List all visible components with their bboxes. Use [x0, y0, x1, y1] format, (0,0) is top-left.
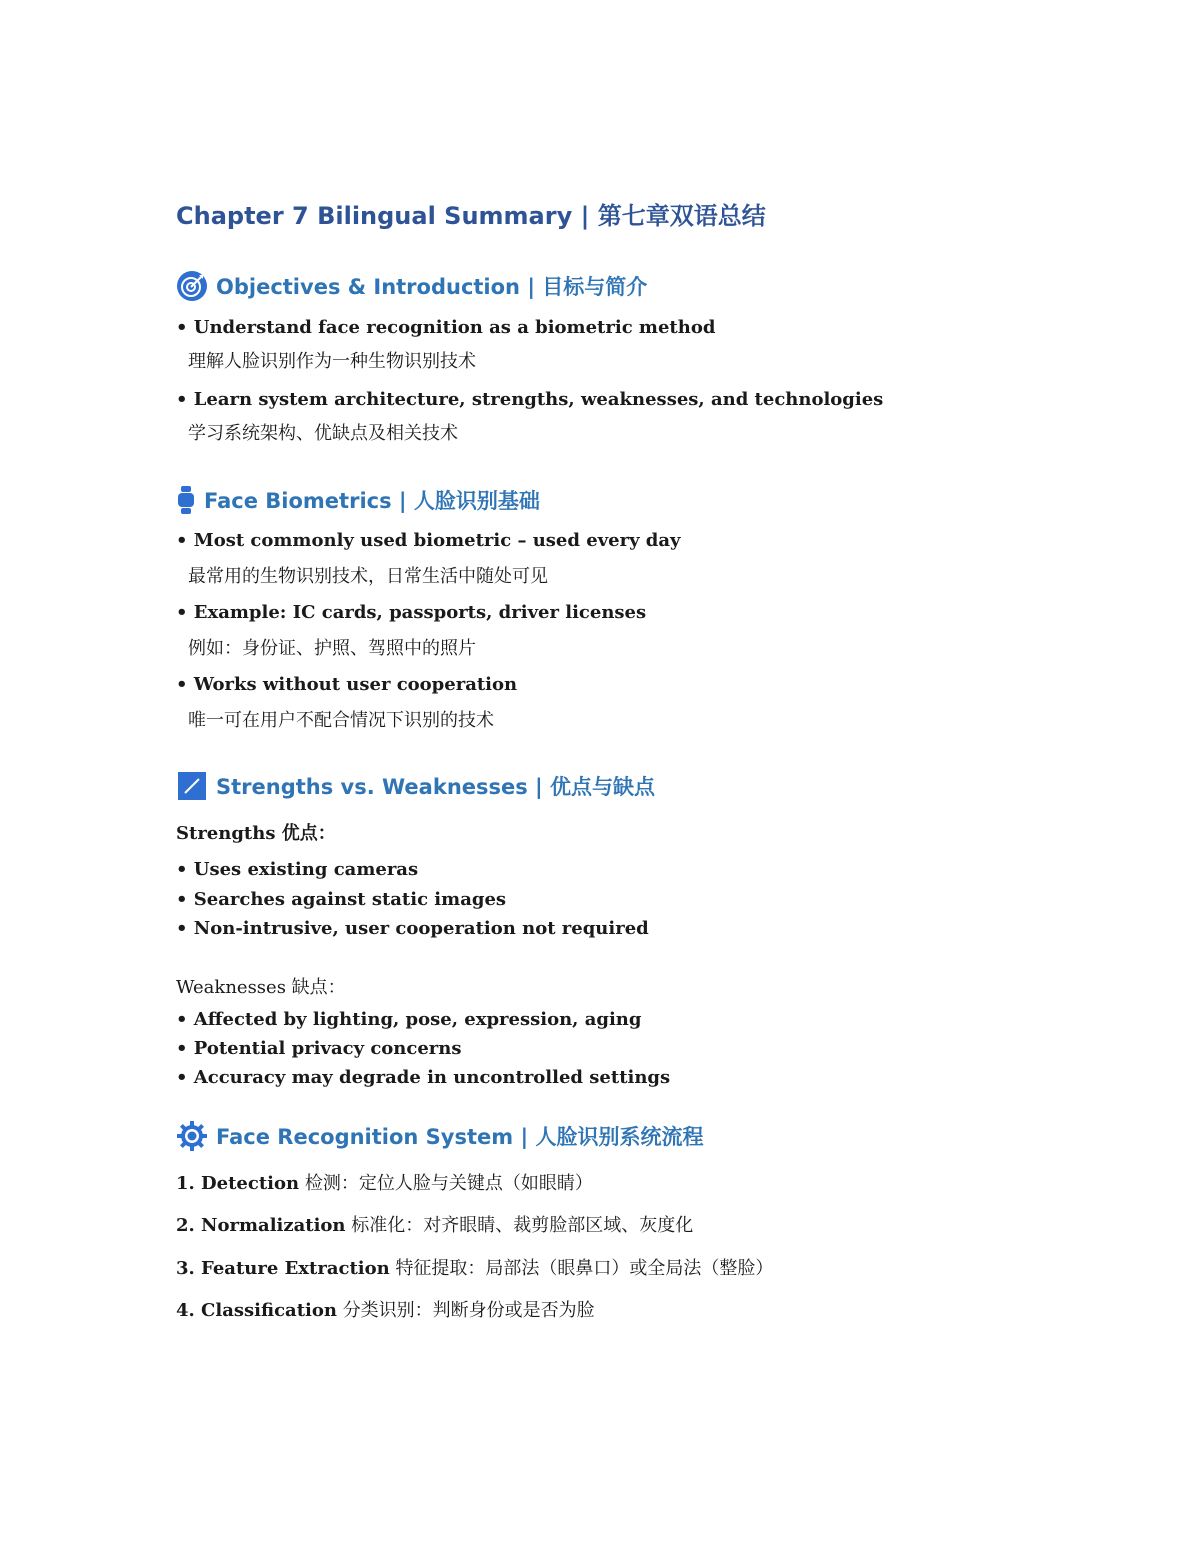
- list-item: • Example: IC cards, passports, driver licenses: [176, 602, 647, 623]
- person-icon: [176, 484, 196, 516]
- list-item: • Potential privacy concerns: [176, 1038, 462, 1059]
- list-item-translation: 例如：身份证、护照、驾照中的照片: [188, 638, 476, 659]
- list-item: • Searches against static images: [176, 889, 507, 910]
- section-heading-strengths: [176, 770, 655, 802]
- strengths-label: Strengths 优点：: [176, 823, 336, 844]
- section-heading-biometrics: [176, 484, 540, 516]
- section-heading-system: [176, 1120, 703, 1152]
- step-item: [176, 1172, 593, 1196]
- list-item: • Non-intrusive, user cooperation not required: [176, 918, 649, 939]
- step-item: [176, 1257, 773, 1281]
- list-item: • Understand face recognition as a biometric method: [176, 317, 716, 338]
- weaknesses-label: Weaknesses 缺点：: [176, 977, 346, 998]
- list-item: • Accuracy may degrade in uncontrolled settings: [176, 1067, 671, 1088]
- gear-icon: [176, 1120, 208, 1152]
- step-label: 4. Classification: [176, 1300, 337, 1321]
- checkbox-icon: [176, 770, 208, 802]
- step-label: 2. Normalization: [176, 1215, 346, 1236]
- section-heading-text: Face Biometrics | 人脸识别基础: [204, 489, 540, 513]
- step-description: 标准化：对齐眼睛、裁剪脸部区域、灰度化: [351, 1215, 694, 1236]
- list-item: • Learn system architecture, strengths, weaknesses, and technologies: [176, 389, 884, 410]
- step-label: 3. Feature Extraction: [176, 1258, 390, 1279]
- list-item: • Most commonly used biometric – used every day: [176, 530, 681, 551]
- step-label: 1. Detection: [176, 1173, 300, 1194]
- section-heading-text: Objectives & Introduction | 目标与简介: [216, 275, 648, 299]
- step-item: [176, 1214, 693, 1238]
- list-item-translation: 学习系统架构、优缺点及相关技术: [188, 423, 458, 444]
- section-heading-objectives: [176, 270, 647, 302]
- list-item-translation: 最常用的生物识别技术，日常生活中随处可见: [188, 566, 548, 587]
- step-description: 检测：定位人脸与关键点（如眼睛）: [304, 1173, 593, 1194]
- list-item: • Affected by lighting, pose, expression, aging: [176, 1009, 642, 1030]
- step-description: 特征提取：局部法（眼鼻口）或全局法（整脸）: [395, 1258, 774, 1279]
- step-item: [176, 1299, 595, 1323]
- section-heading-text: Face Recognition System | 人脸识别系统流程: [216, 1125, 704, 1149]
- list-item-translation: 理解人脸识别作为一种生物识别技术: [188, 351, 476, 372]
- target-icon: [176, 270, 208, 302]
- step-description: 分类识别：判断身份或是否为脸: [342, 1300, 595, 1321]
- list-item: • Uses existing cameras: [176, 859, 419, 880]
- list-item-translation: 唯一可在用户不配合情况下识别的技术: [188, 710, 494, 731]
- list-item: • Works without user cooperation: [176, 674, 518, 695]
- section-heading-text: Strengths vs. Weaknesses | 优点与缺点: [216, 775, 656, 799]
- page-title: Chapter 7 Bilingual Summary | 第七章双语总结: [176, 202, 766, 230]
